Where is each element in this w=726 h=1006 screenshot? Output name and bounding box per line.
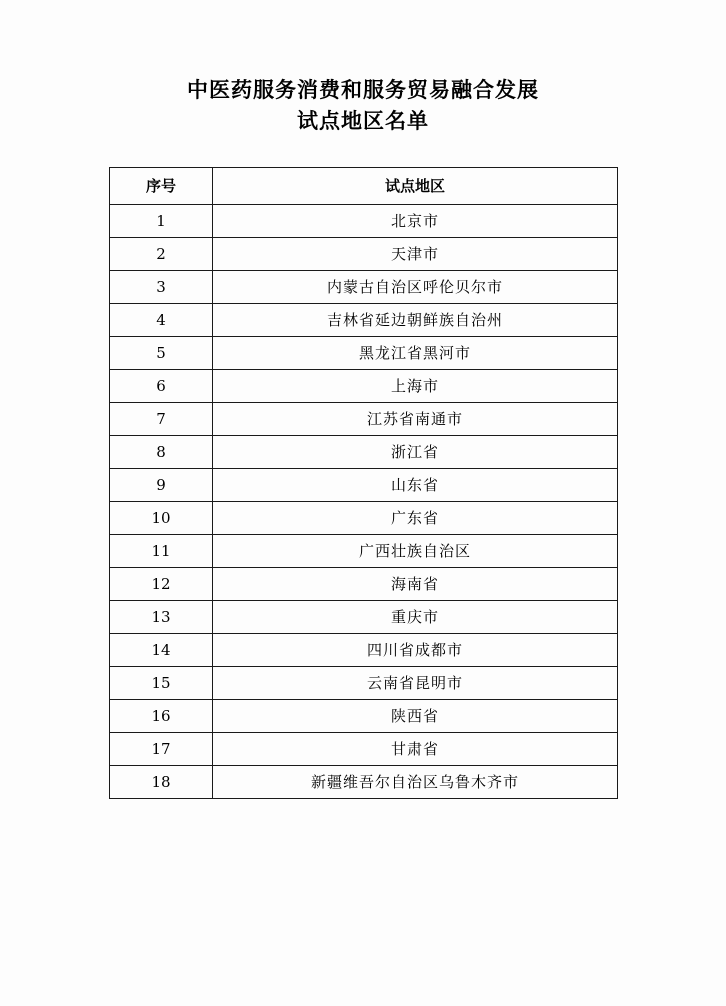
column-header-region: 试点地区 [213,168,618,205]
cell-index: 14 [110,634,213,667]
cell-region: 陕西省 [213,700,618,733]
cell-region: 天津市 [213,238,618,271]
table-row [110,601,618,634]
cell-index: 11 [110,535,213,568]
pilot-region-table [109,167,618,799]
cell-region: 广东省 [213,502,618,535]
table-row [110,667,618,700]
cell-region: 新疆维吾尔自治区乌鲁木齐市 [213,766,618,799]
cell-index: 2 [110,238,213,271]
table-row [110,568,618,601]
cell-region: 云南省昆明市 [213,667,618,700]
table-row [110,304,618,337]
cell-region: 浙江省 [213,436,618,469]
page-title-line-2: 试点地区名单 [297,108,429,133]
cell-index: 16 [110,700,213,733]
cell-region: 海南省 [213,568,618,601]
cell-region: 内蒙古自治区呼伦贝尔市 [213,271,618,304]
cell-region: 江苏省南通市 [213,403,618,436]
cell-index: 13 [110,601,213,634]
column-header-index: 序号 [110,168,213,205]
table-row [110,205,618,238]
cell-index: 12 [110,568,213,601]
table-row [110,436,618,469]
table-row [110,337,618,370]
cell-index: 8 [110,436,213,469]
cell-index: 9 [110,469,213,502]
cell-index: 1 [110,205,213,238]
table-row [110,733,618,766]
cell-region: 山东省 [213,469,618,502]
table-row [110,403,618,436]
cell-index: 17 [110,733,213,766]
table-row [110,700,618,733]
cell-index: 18 [110,766,213,799]
cell-region: 重庆市 [213,601,618,634]
table-row [110,502,618,535]
table-body [110,205,618,799]
table-row [110,370,618,403]
table-row [110,238,618,271]
table-header-row [110,168,618,205]
cell-index: 4 [110,304,213,337]
cell-region: 黑龙江省黑河市 [213,337,618,370]
cell-region: 广西壮族自治区 [213,535,618,568]
page-title [0,0,726,136]
table-row [110,271,618,304]
table-container [109,136,617,799]
cell-index: 6 [110,370,213,403]
table-row [110,469,618,502]
cell-index: 15 [110,667,213,700]
table-row [110,634,618,667]
cell-region: 吉林省延边朝鲜族自治州 [213,304,618,337]
cell-index: 5 [110,337,213,370]
cell-region: 北京市 [213,205,618,238]
cell-index: 10 [110,502,213,535]
table-row [110,766,618,799]
table-row [110,535,618,568]
cell-region: 四川省成都市 [213,634,618,667]
cell-region: 上海市 [213,370,618,403]
cell-region: 甘肃省 [213,733,618,766]
table-header [110,168,618,205]
cell-index: 7 [110,403,213,436]
page-title-line-1: 中医药服务消费和服务贸易融合发展 [187,77,539,102]
cell-index: 3 [110,271,213,304]
